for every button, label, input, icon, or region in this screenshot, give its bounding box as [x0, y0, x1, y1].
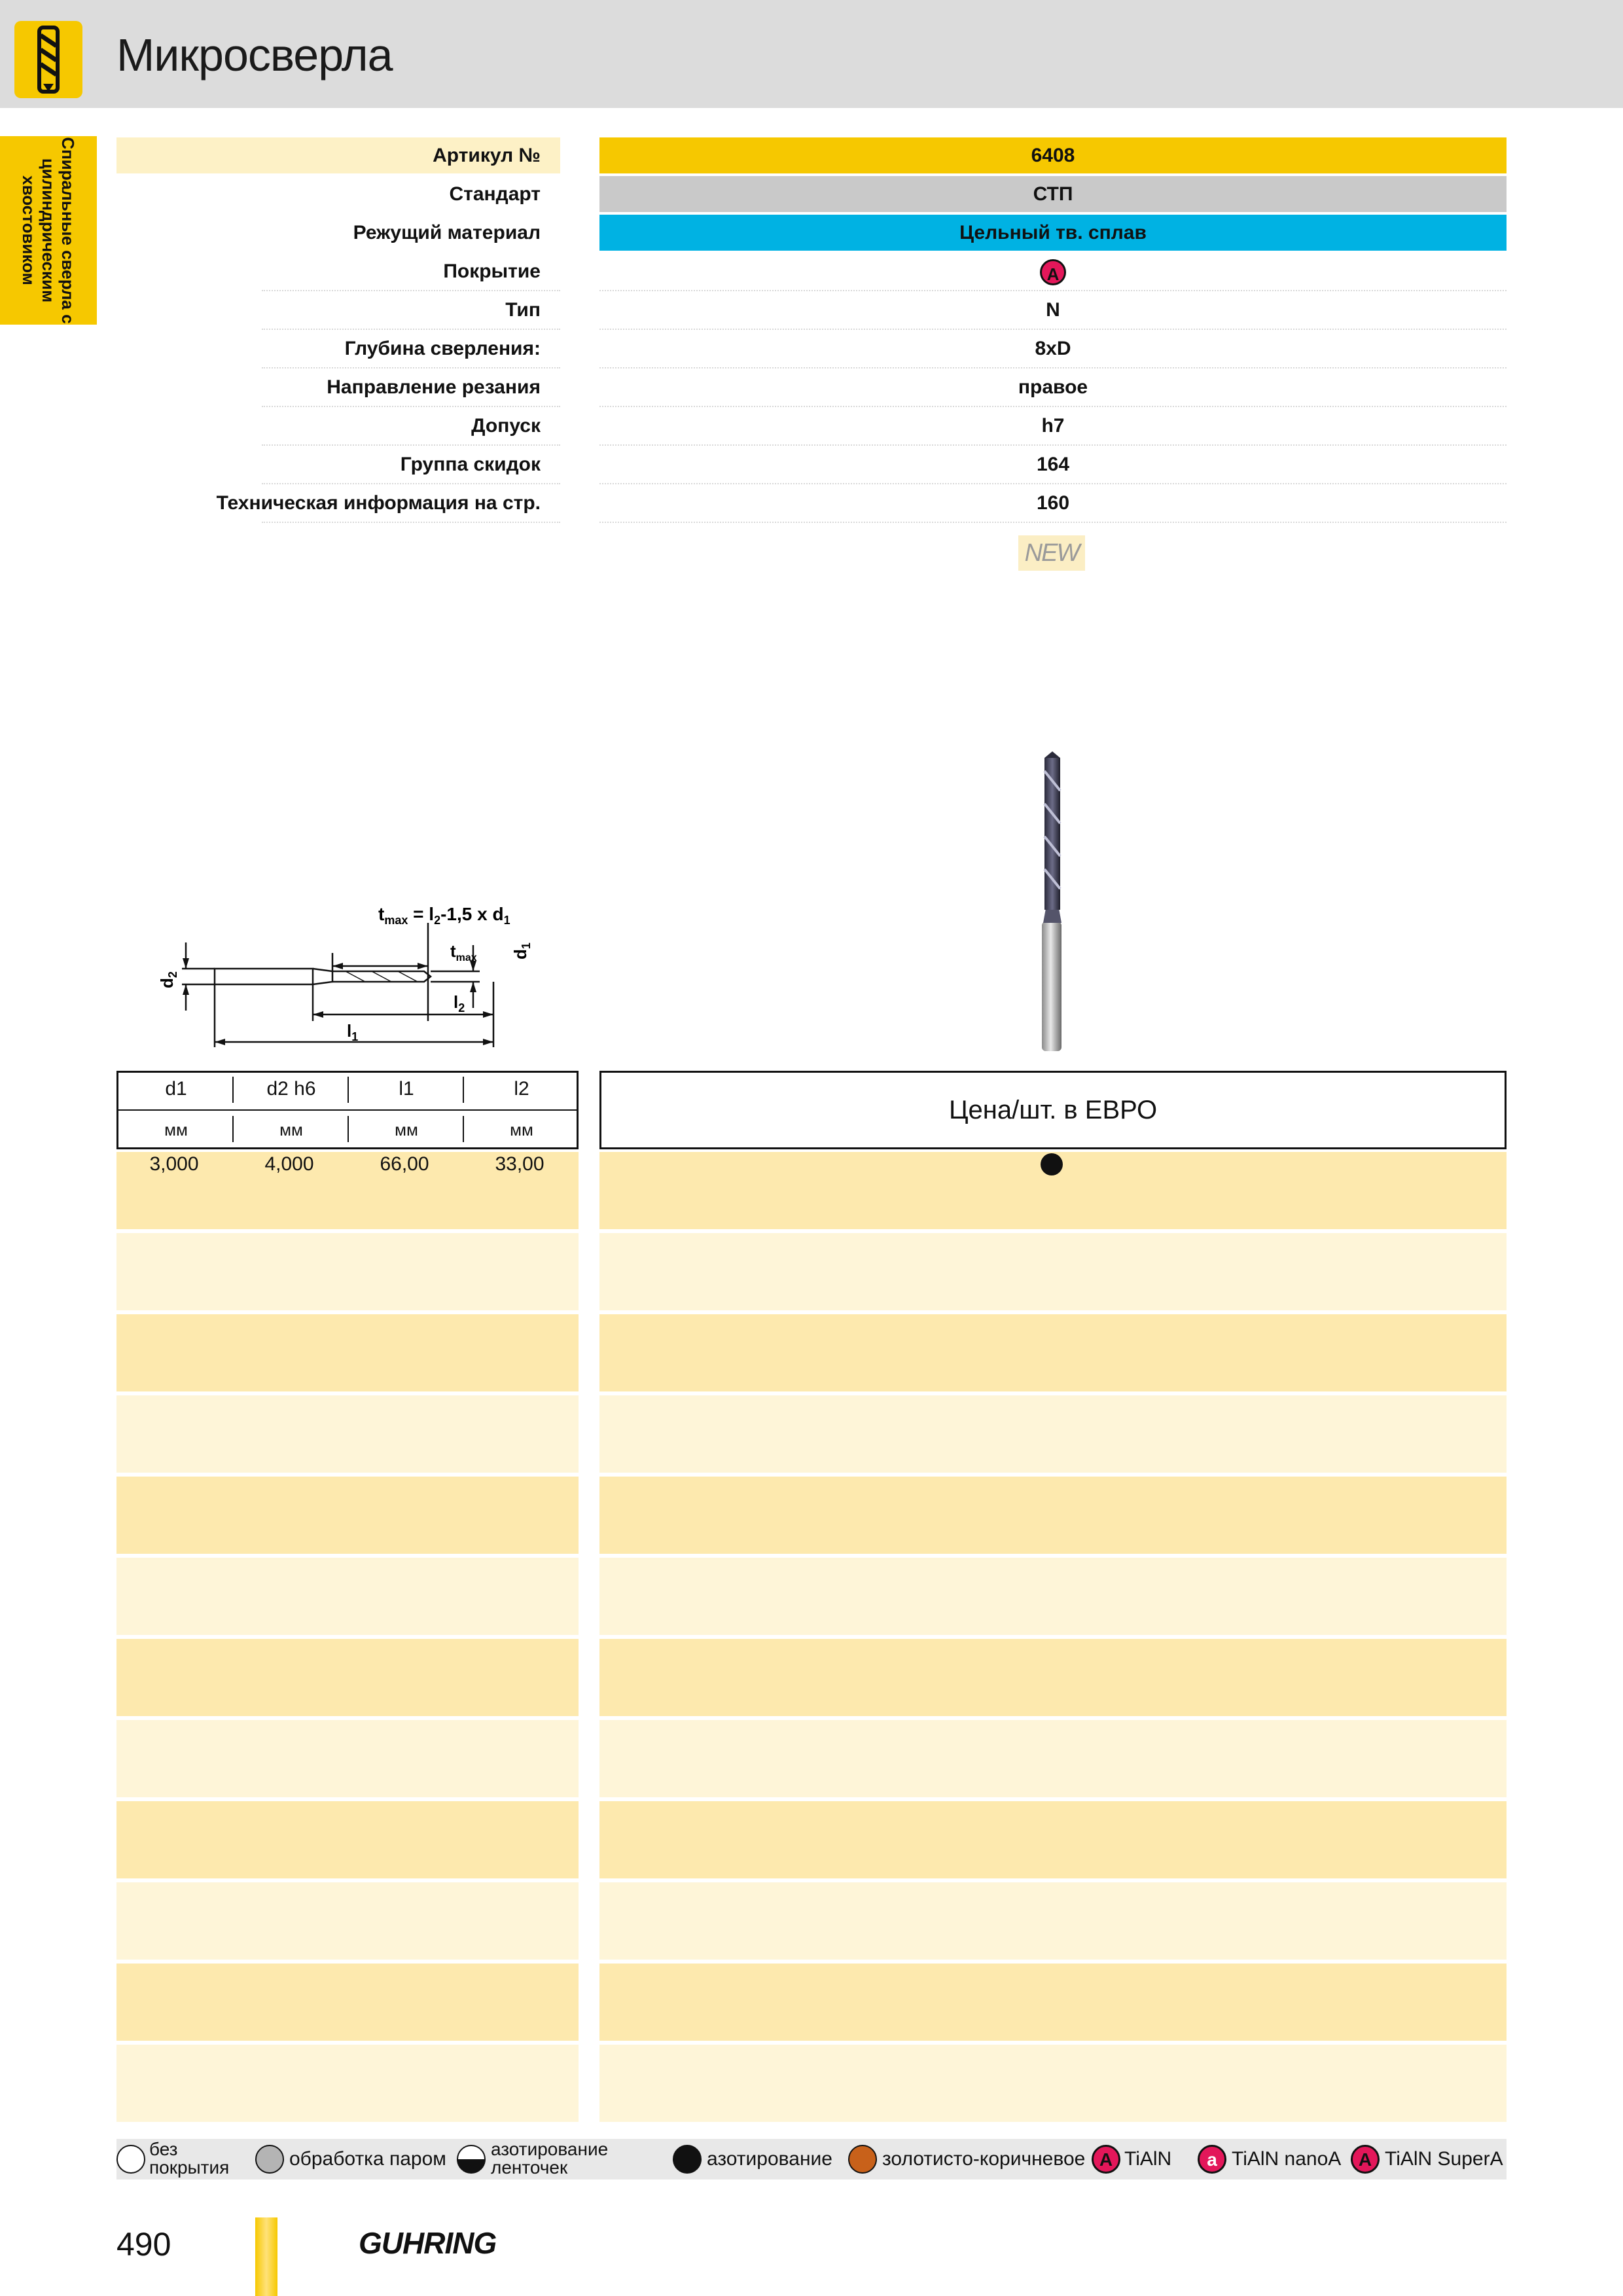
row-divider [599, 290, 1507, 291]
legend-land-nitrided-line2: ленточек [491, 2157, 568, 2178]
col-unit-d1: мм [164, 1120, 188, 1139]
nitrided-icon [673, 2145, 702, 2174]
svg-text:d1 [510, 942, 533, 960]
legend-tialn: TiAlN [1124, 2148, 1172, 2170]
legend-tialn-supera: TiAlN SuperA [1385, 2148, 1503, 2170]
legend-steam: обработка паром [289, 2148, 446, 2170]
spec-label: Глубина сверления: [344, 338, 541, 359]
price-row [599, 1558, 1507, 1635]
table-row [116, 1720, 579, 1797]
formula-tail: -1,5 x d [440, 904, 504, 924]
tmax-sub: max [455, 952, 477, 963]
row-divider [599, 329, 1507, 330]
table-row [116, 1801, 579, 1878]
table-row [116, 1558, 579, 1635]
drill-logo-icon [14, 21, 82, 98]
col-header-l1: l1 [399, 1078, 414, 1100]
spec-value: 164 [1036, 454, 1070, 475]
svg-text:d2 [157, 971, 179, 988]
price-row [599, 1395, 1507, 1473]
price-row [599, 1964, 1507, 2041]
formula-rest: = l [408, 904, 435, 924]
spec-value-coating [599, 253, 1507, 289]
col-unit-l2: мм [510, 1120, 533, 1139]
formula-t: t [378, 904, 385, 924]
legend-uncoated-line1: без [149, 2139, 178, 2159]
spec-value: 160 [1036, 492, 1070, 514]
row-divider [262, 367, 560, 368]
row-divider [599, 522, 1507, 523]
svg-text:tmax = l2-1,5 x d1 [378, 904, 510, 927]
footer-accent-bar [255, 2217, 277, 2296]
formula-max: max [384, 914, 408, 927]
table-row [116, 1233, 579, 1310]
table-row [116, 1964, 579, 2041]
table-row [116, 1314, 579, 1391]
cell-d1: 3,000 [149, 1153, 199, 1175]
cell-l2: 33,00 [495, 1153, 544, 1175]
spec-value: h7 [1041, 415, 1065, 437]
legend-tialn-nanoa: TiAlN nanoA [1232, 2148, 1342, 2170]
table-row [116, 1639, 579, 1716]
col-header-d2: d2 h6 [266, 1078, 316, 1100]
col-header-l2: l2 [514, 1078, 529, 1100]
formula-sub2: 2 [434, 914, 441, 927]
table-row [116, 2045, 579, 2122]
spec-label: Покрытие [443, 260, 541, 282]
price-row [599, 1720, 1507, 1797]
tialn-nanoa-icon: a [1198, 2145, 1226, 2174]
svg-text:l2 [454, 992, 465, 1014]
col-unit-l1: мм [395, 1120, 418, 1139]
spec-label: Стандарт [449, 183, 541, 205]
page-number: 490 [116, 2226, 171, 2263]
table-row [116, 1395, 579, 1473]
available-dot-icon [1041, 1153, 1063, 1175]
col-unit-d2: мм [279, 1120, 303, 1139]
d2-sub: 2 [166, 971, 179, 978]
spec-value: СТП [599, 176, 1507, 212]
price-row [599, 2045, 1507, 2122]
legend-nitrided: азотирование [707, 2148, 832, 2170]
d1-sub: 1 [520, 942, 533, 950]
legend-land-nitrided-line1: азотирование [491, 2139, 609, 2159]
land-nitrided-icon [457, 2145, 486, 2174]
tialn-icon: A [1092, 2145, 1120, 2174]
d2-label: d [157, 978, 177, 988]
row-divider [262, 406, 560, 407]
coating-tialn-icon: A [1040, 259, 1066, 285]
price-header-label: Цена/шт. в ЕВРО [948, 1096, 1158, 1124]
l1-label: l [347, 1021, 352, 1041]
price-row [599, 1314, 1507, 1391]
tmax-label: t [450, 941, 456, 961]
uncoated-icon [116, 2145, 145, 2174]
spec-value: Цельный тв. сплав [599, 215, 1507, 251]
price-row [599, 1801, 1507, 1878]
legend-uncoated-line2: покрытия [149, 2157, 230, 2178]
spec-label: Тип [505, 299, 541, 321]
row-divider [262, 444, 560, 446]
price-row [599, 1639, 1507, 1716]
row-divider [599, 483, 1507, 484]
row-divider [262, 483, 560, 484]
spec-label: Артикул № [116, 137, 560, 173]
section-side-tab-label: Спиральные сверла с цилиндрическим хвостовиком [19, 137, 78, 324]
col-header-d1: d1 [165, 1078, 187, 1100]
legend-gold-brown: золотисто-коричневое [882, 2148, 1086, 2170]
row-divider [599, 406, 1507, 407]
spec-label: Режущий материал [353, 222, 541, 243]
svg-text:tmax [450, 941, 477, 963]
formula-sub1: 1 [503, 914, 510, 927]
table-row [116, 1477, 579, 1554]
spec-label: Группа скидок [400, 454, 541, 475]
price-row [599, 1477, 1507, 1554]
cell-l1: 66,00 [380, 1153, 429, 1175]
table-row [116, 1882, 579, 1960]
drill-product-image [1031, 751, 1073, 1052]
row-divider [262, 522, 560, 523]
price-row [599, 1882, 1507, 1960]
spec-label: Направление резания [327, 376, 541, 398]
l2-label: l [454, 992, 459, 1012]
dimension-table-header [116, 1071, 579, 1149]
cell-d2: 4,000 [264, 1153, 314, 1175]
row-divider [599, 367, 1507, 368]
steam-treated-icon [255, 2145, 284, 2174]
header-rule [118, 1109, 577, 1111]
spec-label: Техническая информация на стр. [216, 492, 541, 514]
brand-logo: GUHRING [359, 2226, 497, 2260]
l2-sub: 2 [458, 1001, 465, 1014]
row-divider [262, 329, 560, 330]
coating-legend [116, 2139, 1507, 2179]
new-badge: NEW [1018, 535, 1085, 571]
spec-value: 8xD [1035, 338, 1071, 359]
spec-label: Допуск [471, 415, 541, 437]
price-row [599, 1233, 1507, 1310]
spec-value: 6408 [599, 137, 1507, 173]
gold-brown-icon [848, 2145, 877, 2174]
tialn-supera-icon: A [1351, 2145, 1380, 2174]
l1-sub: 1 [351, 1030, 359, 1043]
svg-text:l1 [347, 1021, 358, 1043]
row-divider [262, 290, 560, 291]
spec-value: правое [1018, 376, 1088, 398]
row-divider [599, 444, 1507, 446]
drill-dimension-drawing [116, 890, 588, 1054]
spec-value: N [1046, 299, 1060, 321]
page-title: Микросверла [116, 29, 393, 81]
d1-label: d [510, 949, 530, 960]
